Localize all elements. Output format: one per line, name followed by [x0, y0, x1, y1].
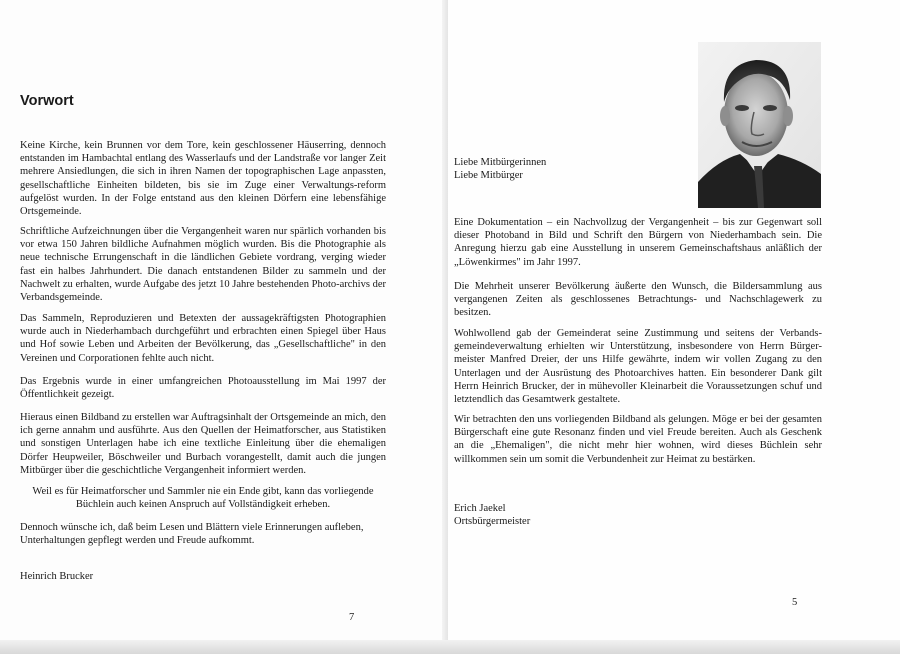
- left-page: [0, 0, 448, 654]
- page-number-right: 5: [792, 597, 798, 608]
- signature-right-title: Ortsbürgermeister: [454, 516, 531, 527]
- portrait-photo: [698, 42, 821, 208]
- paragraph-right-1: Eine Dokumentation – ein Nachvollzug der Vergangenheit – bis zur Gegenwart soll dieser Photoband in Bild und Schrift den Bürgern von Niederhambach sein. Die Anregung hierzu gab eine Ausstellung in unserem Gemeinschaftshaus anläßlich der „Löwenkirmes" im Jahr 1997.: [454, 217, 822, 268]
- paragraph-right-2: Die Mehrheit unserer Bevölkerung äußerte den Wunsch, die Bildersammlung aus vergangenen Zeiten als geschlossenes Betrachtungs- und Nachschlagewerk zu besitzen.: [454, 281, 822, 319]
- paragraph-right-4: Wir betrachten den uns vorliegenden Bildband als gelungen. Möge er bei der gesamten Bürgerschaft eine gute Resonanz finden und viel Freude bereiten. Auch als Geschenk an die „Ehemaligen", die nicht mehr hier wohnen, wird dieses Büchlein sehr willkommen sein um somit die Verbundenheit zur Heimat zu bestärken.: [454, 414, 822, 465]
- portrait-image: [698, 42, 821, 208]
- page-heading: Vorwort: [20, 93, 74, 109]
- signature-left: Heinrich Brucker: [20, 571, 94, 582]
- salutation-line-2: Liebe Mitbürger: [454, 170, 523, 181]
- page-number-left: 7: [349, 612, 355, 623]
- paragraph-4: Das Ergebnis wurde in einer umfangreichen Photoausstellung im Mai 1997 der Öffentlichkeit gezeigt.: [20, 376, 386, 401]
- paragraph-1: Keine Kirche, kein Brunnen vor dem Tore, kein geschlossener Häuserring, dennoch entstanden im Hambachtal entlang des Wasserlaufs und der Landstraße vor langer Zeit mehrere Ansiedlungen, die sich in ihren Namen der topographischen Lage anpassten, gesellschaftliche Einheiten bildeten, bis sie im Zuge einer Verwaltungs-reform aufgelöst wurden. In der Folge entstand aus den kleinen Dörfern eine lebensfähige Ortsgemeinde.: [20, 140, 386, 218]
- paragraph-6: Weil es für Heimatforscher und Sammler nie ein Ende gibt, kann das vorliegende Büchlein auch keinen Anspruch auf Vollständigkeit erheben.: [32, 486, 374, 511]
- paragraph-right-3: Wohlwollend gab der Gemeinderat seine Zustimmung und seitens der Verbands-gemeindeverwaltung erhielten wir Unterstützung, insbesondere von Herrn Bürger-meister Manfred Dreier, der uns Hilfe gewährte, indem wir vollen Zugang zu den Unterlagen und der Ausrüstung des Photoarchives hatten. Ein besonderer Dank gilt Herrn Heinrich Brucker, der in mühevoller Kleinarbeit die Voraussetzungen schuf und letztendlich das Gesamtwerk gestaltete.: [454, 328, 822, 406]
- salutation-line-1: Liebe Mitbürgerinnen: [454, 157, 547, 168]
- page-bottom-edge: [0, 640, 900, 654]
- paragraph-5: Hieraus einen Bildband zu erstellen war Auftragsinhalt der Ortsgemeinde an mich, den ich gerne annahm und ausführte. Aus den Quellen der Heimatforscher, aus Statistiken und sonstigen Unterlagen habe ich eine textliche Einleitung über die ehemaligen Dörfer Heupweiler, Böschweiler und Burbach vorangestellt, damit auch die jungen Mitbürger über die geschichtliche Vergangenheit informiert werden.: [20, 412, 386, 476]
- signature-right-name: Erich Jaekel: [454, 503, 506, 514]
- paragraph-3: Das Sammeln, Reproduzieren und Betexten der aussagekräftigsten Photographien wurde auch in Niederhambach durchgeführt und erbrachten einen Spiegel über Haus und Hof sowie Leben und Arbeiten der Bevölkerung, das „Gesellschaftliche" in den Vereinen und Corporationen fehlte auch nicht.: [20, 313, 386, 364]
- paragraph-7: Dennoch wünsche ich, daß beim Lesen und Blättern viele Erinnerungen aufleben, Unterhaltungen gepflegt werden und Freude aufkommt.: [20, 522, 364, 547]
- paragraph-2: Schriftliche Aufzeichnungen über die Vergangenheit waren nur spärlich vorhanden bis vor etwa 150 Jahren bildliche Aufnahmen möglich wurden. Bis die Photographie als neue technische Errungenschaft in die ländlichen Gebiete vordrang, verging wieder fast ein halbes Jahrhundert. Die danach entstandenen Bilder zu sammeln und der Nachwelt zu erhalten, wurde Aufgabe des jetzt 10 Jahre bestehenden Photo-archivs der Verbandsgemeinde.: [20, 226, 386, 304]
